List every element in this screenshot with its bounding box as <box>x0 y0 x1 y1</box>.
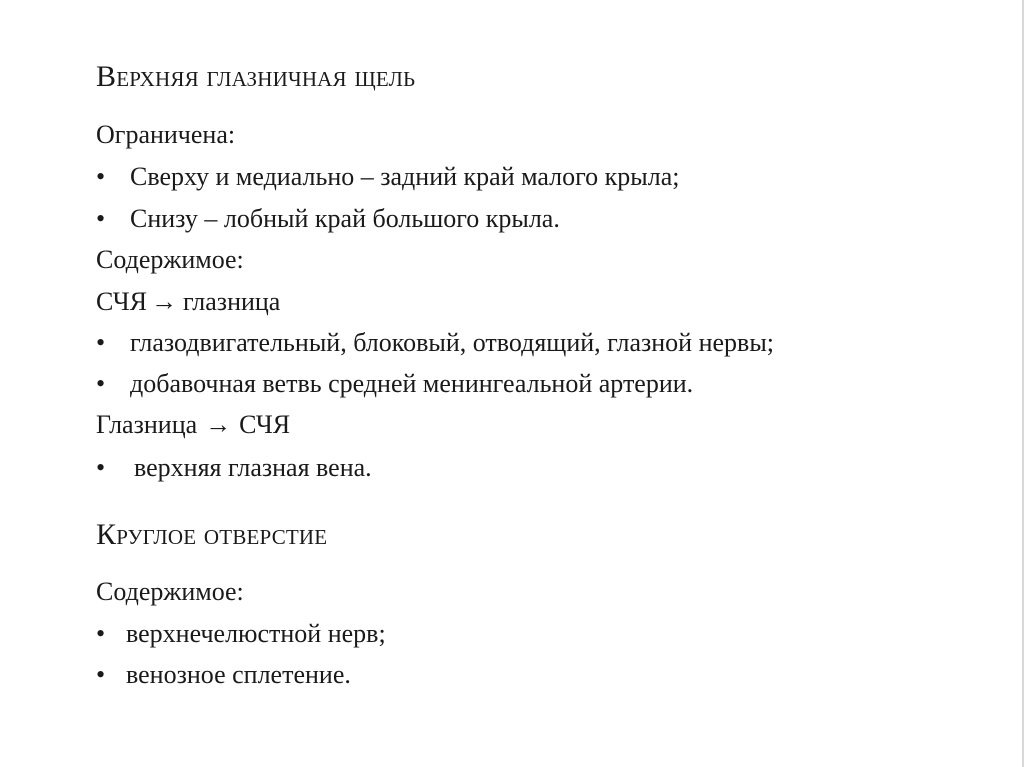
list-item-text: верхнечелюстной нерв; <box>126 619 386 648</box>
list-item-text: Снизу – лобный край большого крыла. <box>130 204 560 233</box>
bullet-icon: • <box>96 453 106 482</box>
contents-label: Содержимое: <box>96 245 244 274</box>
list-item <box>96 619 386 649</box>
arrow-right-icon: → <box>150 287 177 316</box>
flow-from: СЧЯ <box>96 287 147 316</box>
flow-to: глазница <box>182 287 281 316</box>
flow-line <box>96 287 280 317</box>
bullet-icon: • <box>96 369 106 398</box>
list-item <box>96 660 351 690</box>
list-item-text: венозное сплетение. <box>126 660 351 689</box>
bullet-icon: • <box>96 619 106 648</box>
contents-label: Содержимое: <box>96 577 244 606</box>
flow-line <box>96 410 290 440</box>
arrow-right-icon: → <box>205 410 232 439</box>
bullet-icon: • <box>96 328 106 357</box>
list-item <box>96 328 774 358</box>
flow-from: Глазница <box>96 410 198 439</box>
list-item <box>96 162 679 192</box>
section-title: Круглое отверстие <box>96 518 328 551</box>
list-item-text: добавочная ветвь средней менингеальной артерии. <box>130 369 694 398</box>
limited-label: Ограничена: <box>96 120 236 149</box>
list-item-text: глазодвигательный, блоковый, отводящий, глазной нервы; <box>130 328 775 357</box>
list-item-text: верхняя глазная вена. <box>134 453 372 482</box>
flow-to: СЧЯ <box>239 410 291 439</box>
list-item-text: Сверху и медиально – задний край малого крыла; <box>130 162 680 191</box>
list-item <box>96 204 560 234</box>
bullet-icon: • <box>96 660 106 689</box>
list-item <box>96 369 693 399</box>
bullet-icon: • <box>96 162 106 191</box>
bullet-icon: • <box>96 204 106 233</box>
section-title: Верхняя глазничная щель <box>96 60 416 93</box>
list-item <box>96 453 372 483</box>
